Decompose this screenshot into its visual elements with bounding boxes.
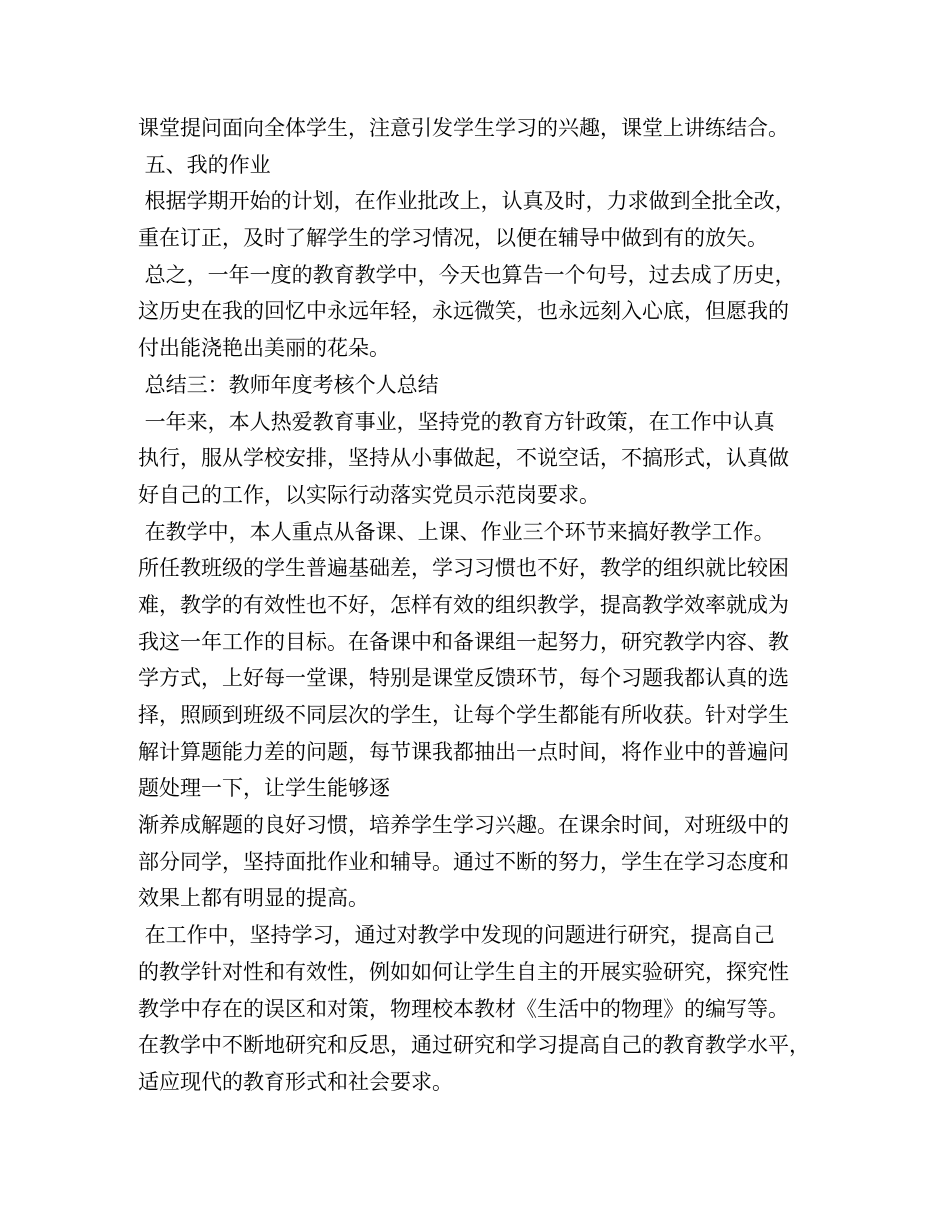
text-line: 所任教班级的学生普遍基础差，学习习惯也不好，教学的组织就比较困 — [138, 556, 789, 581]
text-line: 部分同学，坚持面批作业和辅导。通过不断的努力，学生在学习态度和 — [138, 849, 789, 874]
text-line: 在教学中，本人重点从备课、上课、作业三个环节来搞好教学工作。 — [138, 519, 775, 544]
text-line: 付出能浇艳出美丽的花朵。 — [138, 336, 390, 361]
document-body — [138, 110, 828, 1101]
text-line: 效果上都有明显的提高。 — [138, 886, 369, 911]
text-line: 根据学期开始的计划，在作业批改上，认真及时，力求做到全批全改， — [138, 189, 796, 214]
text-line: 这历史在我的回忆中永远年轻，永远微笑，也永远刻入心底，但愿我的 — [138, 299, 789, 324]
section-heading: 五、我的作业 — [138, 152, 271, 177]
text-line: 教学中存在的误区和对策，物理校本教材《生活中的物理》的编写等。 — [138, 996, 789, 1021]
text-line: 题处理一下，让学生能够逐 — [138, 776, 390, 801]
text-line: 择，照顾到班级不同层次的学生，让每个学生都能有所收获。针对学生 — [138, 703, 789, 727]
text-line: 一年来，本人热爱教育事业，坚持党的教育方针政策，在工作中认真 — [138, 409, 775, 434]
text-line: 课堂提问面向全体学生，注意引发学生学习的兴趣，课堂上讲练结合。 — [138, 116, 789, 140]
text-line: 适应现代的教育形式和社会要求。 — [138, 1069, 453, 1094]
text-line: 渐养成解题的良好习惯，培养学生学习兴趣。在课余时间，对班级中的 — [138, 813, 789, 838]
text-line: 解计算题能力差的问题，每节课我都抽出一点时间，将作业中的普遍问 — [138, 739, 789, 764]
text-line: 在工作中，坚持学习，通过对教学中发现的问题进行研究，提高自己 — [138, 923, 775, 948]
text-line: 重在订正，及时了解学生的学习情况，以便在辅导中做到有的放矢。 — [138, 226, 768, 251]
text-line: 总之，一年一度的教育教学中，今天也算告一个句号，过去成了历史， — [138, 262, 796, 287]
text-line: 学方式，上好每一堂课，特别是课堂反馈环节，每个习题我都认真的选 — [138, 666, 789, 691]
text-line: 好自己的工作，以实际行动落实党员示范岗要求。 — [138, 482, 600, 507]
text-line: 我这一年工作的目标。在备课中和备课组一起努力，研究教学内容、教 — [138, 629, 789, 654]
text-line: 难，教学的有效性也不好，怎样有效的组织教学，提高教学效率就成为 — [138, 592, 789, 617]
text-line: 的教学针对性和有效性，例如如何让学生自主的开展实验研究，探究性 — [138, 959, 789, 984]
text-line: 在教学中不断地研究和反思，通过研究和学习提高自己的教育教学水平， — [138, 1033, 810, 1058]
section-heading: 总结三：教师年度考核个人总结 — [138, 372, 439, 397]
text-line: 执行，服从学校安排，坚持从小事做起，不说空话，不搞形式，认真做 — [138, 446, 789, 471]
